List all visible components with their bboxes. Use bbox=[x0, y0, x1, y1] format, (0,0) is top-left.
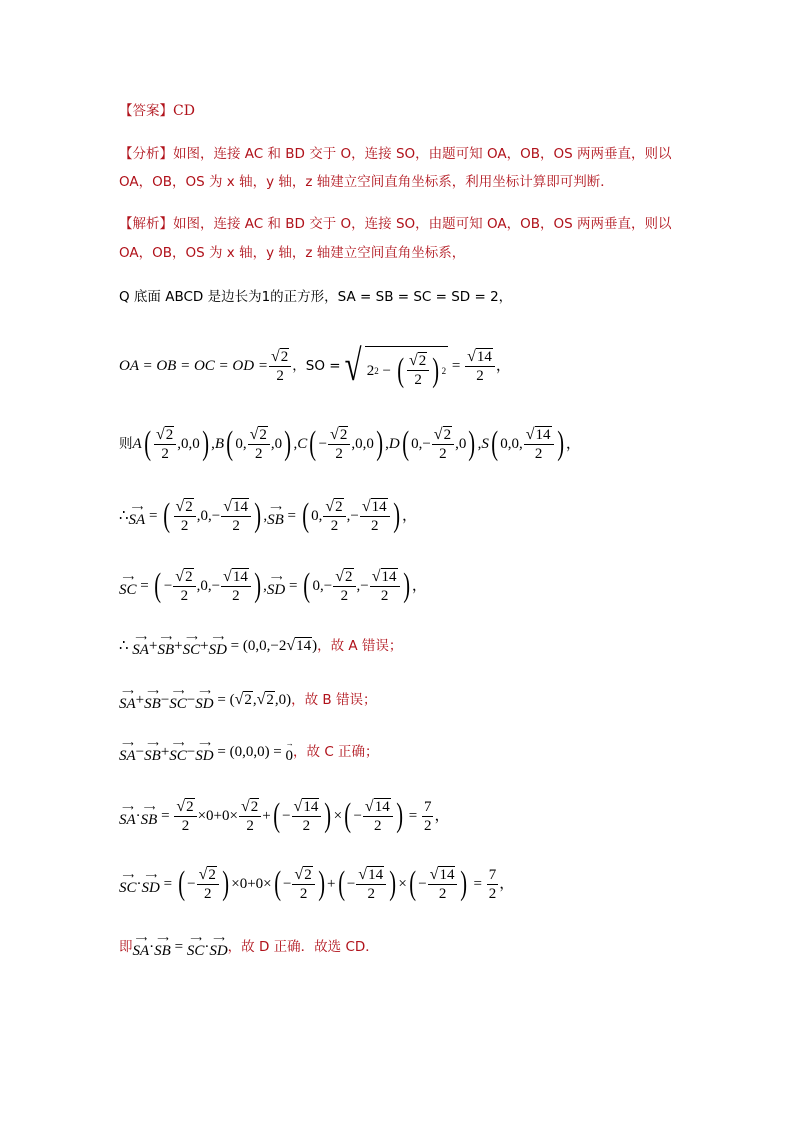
final-conclusion: 即 ⟶ SA · ⟶ SB = ⟶ SC · ⟶ SD ，故 D 正确．故选 CD． bbox=[119, 934, 379, 959]
analysis-text-1: 如图，连接 AC 和 BD 交于 O，连接 SO，由题可知 OA，OB，OS 两两垂直，则以 bbox=[173, 146, 672, 162]
final-label: 即 bbox=[119, 939, 133, 955]
analysis-line-1 bbox=[119, 144, 734, 164]
judge-c: ，故 C 正确； bbox=[293, 744, 379, 760]
equation-vectors-sc-sd: ⟶ SC = ( − √ 2 2 ,0,− √ 14 2 ) , ⟶ SD = ( 0,− √ 2 2 ,− √ 14 2 ) ， bbox=[119, 567, 427, 604]
equation-option-a: ∴ ⟶ SA + ⟶ SB + ⟶ SC + ⟶ SD = (0,0,−2 √ 14 ) ，故 A 错误； bbox=[119, 633, 403, 658]
solution-line-3 bbox=[119, 287, 734, 307]
analysis-line-2 bbox=[119, 172, 734, 192]
sqrt-expression: √ 2 2 − ( √ 2 2 ) 2 bbox=[344, 341, 447, 390]
judge-a: ，故 A 错误； bbox=[317, 638, 403, 654]
frac-sqrt2-over-2: √ 2 2 bbox=[269, 348, 291, 385]
solution-text-2: OA，OB，OS 为 x 轴，y 轴，z 轴建立空间直角坐标系， bbox=[119, 245, 466, 261]
frac-sqrt14-over-2: √ 14 2 bbox=[465, 348, 495, 385]
analysis-text-2: OA，OB，OS 为 x 轴，y 轴，z 轴建立空间直角坐标系，利用坐标计算即可判断． bbox=[119, 174, 614, 190]
equation-so-label: ，SO = bbox=[292, 358, 341, 374]
equation-option-b: ⟶ SA + ⟶ SB − ⟶ SC − ⟶ SD = ( √ 2 , √ 2 ,0) ，故 B 错误； bbox=[119, 687, 377, 712]
analysis-tag: 【分析】 bbox=[119, 146, 173, 162]
final-text: ，故 D 正确．故选 CD． bbox=[227, 939, 379, 955]
solution-line-2 bbox=[119, 243, 734, 263]
equation-option-c: ⟶ SA − ⟶ SB + ⟶ SC − ⟶ SD = (0,0,0) = → 0 ，故 C 正确； bbox=[119, 739, 379, 764]
answer-line bbox=[119, 101, 734, 121]
equation-dot-sa-sb: ⟶ SA · ⟶ SB = √ 2 2 ×0+0× √ 2 2 + ( − √ 14 2 ) × ( − √ 14 2 ) = $\frac{7}{2}$ ， bbox=[119, 797, 450, 834]
equation-dot-sc-sd: ⟶ SC · ⟶ SD = ( − √ 2 2 ) ×0+0× ( − √ 2 2 ) + ( − √ 14 2 ) × ( − √ 14 2 ) = $\frac{7}{2}$ ， bbox=[119, 865, 515, 902]
solution-tag: 【解析】 bbox=[119, 216, 173, 232]
solution-text-3: Q 底面 ABCD 是边长为1的正方形，SA = SB = SC = SD = 2， bbox=[119, 289, 513, 305]
equation-vectors-sa-sb: ∴ ⟶ SA = ( √ 2 2 ,0,− √ 14 2 ) , ⟶ SB = ( 0, √ 2 2 ,− √ 14 2 ) ， bbox=[119, 497, 417, 534]
answer-tag: 【答案】 bbox=[119, 103, 173, 119]
solution-text-1: 如图，连接 AC 和 BD 交于 O，连接 SO，由题可知 OA，OB，OS 两两垂直，则以 bbox=[173, 216, 672, 232]
judge-b: ，故 B 错误； bbox=[291, 692, 377, 708]
equation-lengths: OA = OB = OC = OD = √ 2 2 ，SO = √ 2 2 − ( √ 2 2 ) 2 = √ 14 2 ， bbox=[119, 341, 511, 390]
solution-line-1 bbox=[119, 214, 734, 234]
then-label: 则 bbox=[119, 436, 133, 452]
equation-coordinates: 则 A ( √ 2 2 ,0,0 ) , B ( 0, √ 2 2 ,0 ) , C ( − √ 2 2 ,0,0 ) , D ( 0,− √ 2 2 ,0 ) , S ( 0,0, √ 14 2 ) ， bbox=[119, 425, 581, 462]
therefore-symbol: ∴ bbox=[119, 508, 129, 524]
equation-oa-lhs: OA = OB = OC = OD = bbox=[119, 358, 268, 374]
answer-value: CD bbox=[173, 103, 195, 119]
